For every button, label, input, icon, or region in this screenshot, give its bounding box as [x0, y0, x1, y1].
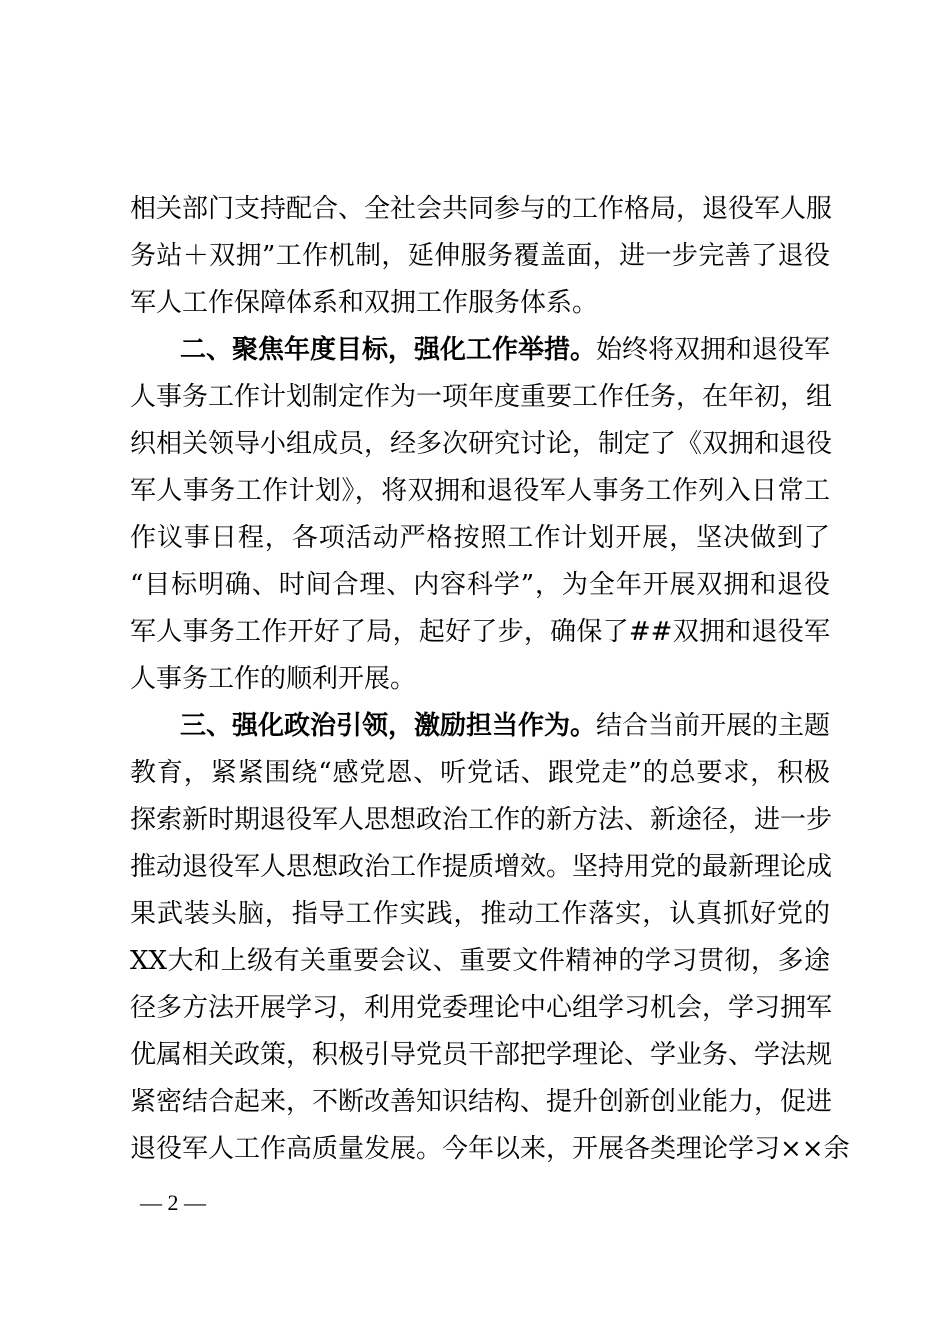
- text-line: 军人事务工作计划》，将双拥和退役军人事务工作列入日常工: [130, 476, 830, 506]
- text-line: 军人工作保障体系和双拥工作服务体系。: [130, 288, 599, 318]
- paragraph-section-2: [130, 327, 833, 703]
- text-line: [130, 327, 830, 374]
- text-run: 始终将双拥和退役军: [596, 335, 831, 365]
- text-line: 优属相关政策，积极引导党员干部把学理论、学业务、学法规: [130, 1040, 833, 1070]
- text-line: 探索新时期退役军人思想政治工作的新方法、新途径，进一步: [130, 805, 833, 835]
- text-line: 军人事务工作开好了局，起好了步，确保了##双拥和退役军: [130, 617, 830, 647]
- text-line: 推动退役军人思想政治工作提质增效。坚持用党的最新理论成: [130, 852, 833, 882]
- section-heading: 三、强化政治引领，激励担当作为。: [180, 711, 597, 741]
- text-line: 相关部门支持配合、全社会共同参与的工作格局，退役军人服: [130, 194, 833, 224]
- text-line: 作议事日程，各项活动严格按照工作计划开展，坚决做到了: [130, 523, 830, 553]
- document-body: [130, 186, 850, 1173]
- paragraph-continuation: [130, 186, 833, 327]
- text-line: 织相关领导小组成员，经多次研究讨论，制定了《双拥和退役: [130, 429, 833, 459]
- text-line: 退役军人工作高质量发展。今年以来，开展各类理论学习××余: [130, 1134, 850, 1164]
- text-line: 人事务工作的顺利开展。: [130, 664, 417, 694]
- text-line: 教育，紧紧围绕“感党恩、听党话、跟党走”的总要求，积极: [130, 758, 830, 788]
- text-line: XX大和上级有关重要会议、重要文件精神的学习贯彻，多途: [130, 946, 830, 976]
- text-line: 人事务工作计划制定作为一项年度重要工作任务，在年初，组: [130, 382, 833, 412]
- text-line: [130, 703, 830, 750]
- text-run: 结合当前开展的主题: [596, 711, 831, 741]
- paragraph-section-3: [130, 703, 850, 1173]
- text-line: 果武装头脑，指导工作实践，推动工作落实，认真抓好党的: [130, 899, 830, 929]
- section-heading: 二、聚焦年度目标，强化工作举措。: [180, 335, 597, 365]
- page-number: — 2 —: [140, 1190, 206, 1215]
- text-line: 务站＋双拥”工作机制，延伸服务覆盖面，进一步完善了退役: [130, 241, 830, 271]
- text-line: 径多方法开展学习，利用党委理论中心组学习机会，学习拥军: [130, 993, 833, 1023]
- text-line: 紧密结合起来，不断改善知识结构、提升创新创业能力，促进: [130, 1087, 833, 1117]
- text-line: “目标明确、时间合理、内容科学”，为全年开展双拥和退役: [130, 570, 830, 600]
